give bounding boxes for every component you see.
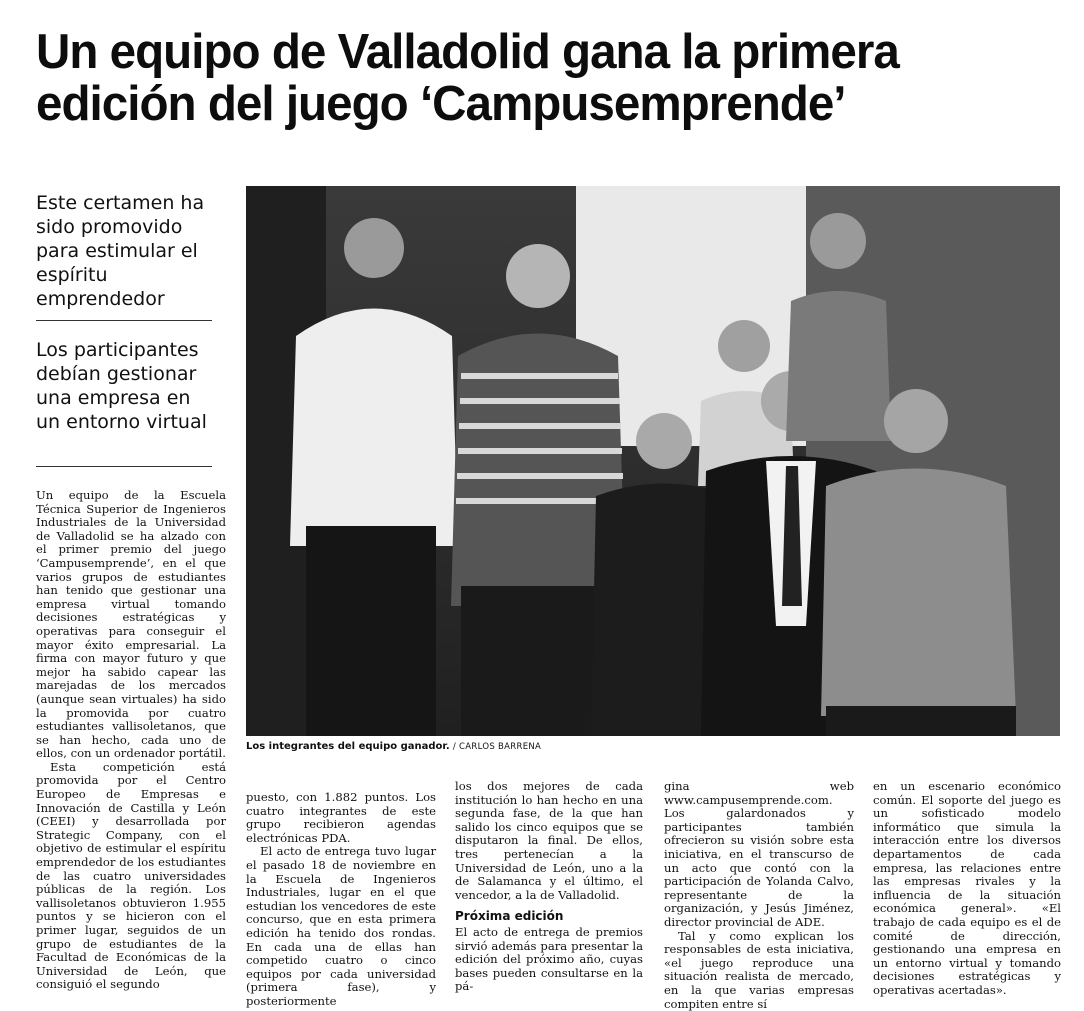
article-paragraph: en un escenario económico común. El soporte del juego es un sofisticado modelo informático que simula la interacción entre los diversos departamentos de cada empresa, las relaciones entre las empresas rivales y la influencia de la situación económica general». «El trabajo de cada equipo es el de comité de dirección, gestionando una empresa en un entorno virtual y tomando decisiones estratégicas y operativas acertadas».	[873, 779, 1061, 997]
article-paragraph: gina web www.campusemprende.com. Los galardonados y participantes también ofrecieron su visión sobre esta iniciativa, en el transcurso de un acto que contó con la participación de Yolanda Calvo, representante de la organización, y Jesús Jiménez, director provincial de ADE.	[664, 779, 854, 929]
article-paragraph: Tal y como explican los responsables de esta iniciativa, «el juego reproduce una situación realista de mercado, en la que varias empresas compiten entre sí	[664, 928, 854, 1011]
headline: Un equipo de Valladolid gana la primera edición del juego ‘Campusemprende’	[36, 25, 899, 131]
photo-credit: / CARLOS BARRENA	[452, 742, 542, 752]
article-paragraph: Un equipo de la Escuela Técnica Superior de Ingenieros Industriales de la Universidad de Valladolid se ha alzado con el primer premio del juego ‘Campusemprende’, en el que varios grupos de estudiantes han tenido que gestionar una empresa virtual tomando decisiones estratégicas y operativas para conseguir el mayor éxito empresarial. La firma con mayor futuro y que mejor ha sabido capear las marejadas de los mercados (aunque sean virtuales) ha sido la promovida por cuatro estudiantes vallisoletanos, que se han hecho, cada uno de ellos, con un ordenador portátil.	[36, 488, 226, 761]
team-photo-illustration	[246, 186, 1060, 736]
caption-text: Los integrantes del equipo ganador.	[246, 741, 450, 752]
deck-divider-1	[36, 320, 212, 321]
article-paragraph: El acto de entrega tuvo lugar el pasado 18 de noviembre en la Escuela de Ingenieros Industriales, lugar en el que estudian los vencedores de este concurso, que en esta primera edición ha tenido dos rondas. En cada una de ellas han competido cuatro o cinco equipos por cada universidad (primera fase), y posteriormente	[246, 844, 436, 1008]
team-photo	[246, 186, 1060, 736]
section-subheading: Próxima edición	[455, 909, 564, 924]
deck-divider-2	[36, 466, 212, 467]
deck-2: Los participantes debían gestionar una empresa en un entorno virtual	[36, 339, 207, 433]
article-column-3	[455, 780, 643, 994]
deck-1: Este certamen ha sido promovido para estimular el espíritu emprendedor	[36, 192, 205, 310]
article-column-5	[873, 780, 1061, 998]
article-paragraph: El acto de entrega de premios sirvió además para presentar la edición del próximo año, cuyas bases pueden consultarse en la pá-	[455, 924, 643, 994]
article-column-2	[246, 791, 436, 1009]
article-paragraph: Esta competición está promovida por el Centro Europeo de Empresas e Innovación de Castilla y León (CEEI) y desarrollada por Strategic Company, con el objetivo de estimular el espíritu emprendedor de los estudiantes de las cuatro universidades públicas de la región. Los vallisoletanos obtuvieron 1.955 puntos y se hicieron con el primer lugar, seguidos de un grupo de estudiantes de la Facultad de Económicas de la Universidad de León, que consiguió el segundo	[36, 759, 226, 992]
article-column-1	[36, 489, 226, 992]
article-paragraph: puesto, con 1.882 puntos. Los cuatro integrantes de este grupo recibieron agendas electrónicas PDA.	[246, 790, 436, 845]
photo-caption	[246, 741, 1060, 752]
article-column-4	[664, 780, 854, 1011]
article-paragraph: los dos mejores de cada institución lo han hecho en una segunda fase, de la que han salido los cinco equipos que se disputaron la final. De ellos, tres pertenecían a la Universidad de León, uno a la de Salamanca y el último, el vencedor, a la de Valladolid.	[455, 779, 643, 902]
